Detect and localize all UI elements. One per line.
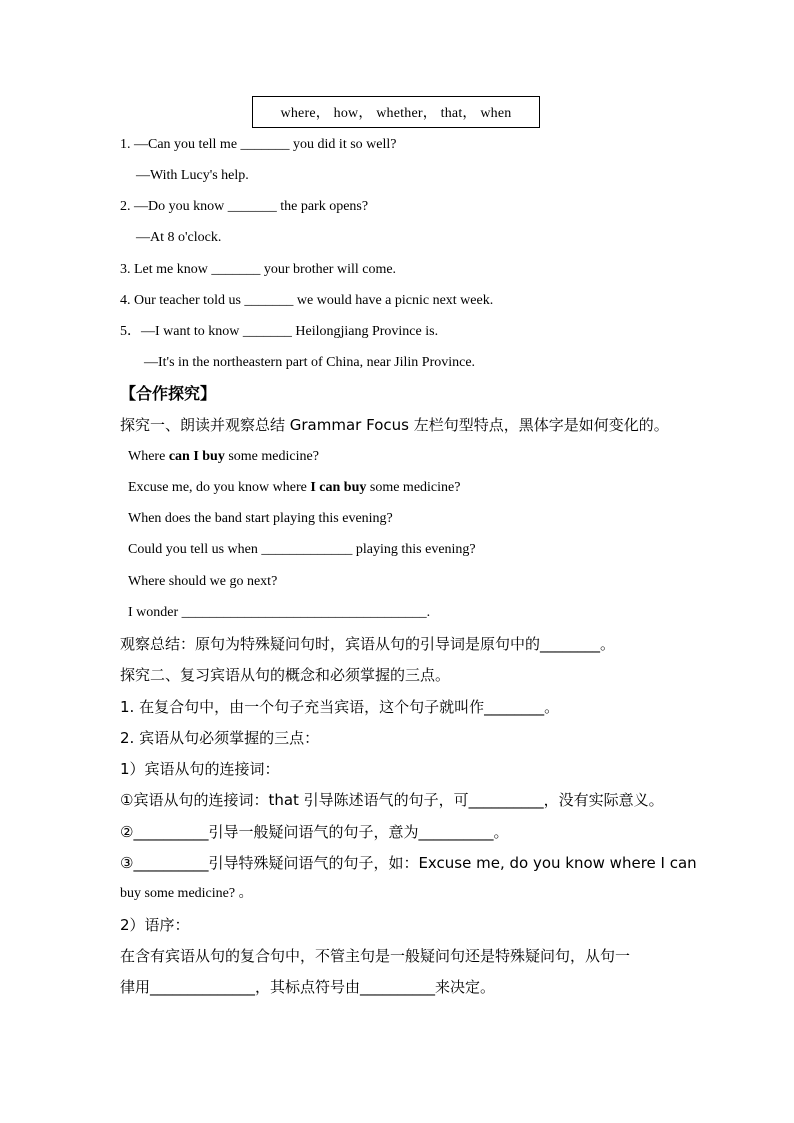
explore-2-point-1: 1. 在复合句中，由一个句子充当宾语，这个句子就叫作________。 (120, 698, 560, 716)
example-sentence-3: When does the band start playing this evening? (128, 511, 393, 526)
explore-2-word-order-2: 律用______________，其标点符号由__________来决定。 (120, 978, 496, 996)
explore-2-item-2: ②__________引导一般疑问语气的句子，意为__________。 (120, 823, 509, 841)
explore-2-item-1: ①宾语从句的连接词：that 引导陈述语气的句子，可__________，没有实际意义。 (120, 791, 664, 809)
explore-2-title: 探究二、复习宾语从句的概念和必须掌握的三点。 (120, 666, 451, 684)
exercise-2-question: 2. —Do you know _______ the park opens? (120, 199, 369, 214)
example-sentence-2 (128, 478, 460, 498)
explore-2-item-3-cont: buy some medicine? 。 (120, 886, 253, 901)
exercise-3: 3. Let me know _______ your brother will come. (120, 262, 397, 277)
exercise-4: 4. Our teacher told us _______ we would have a picnic next week. (120, 293, 494, 308)
explore-2-word-order-1: 在含有宾语从句的复合句中，不管主句是一般疑问句还是特殊疑问句，从句一 (120, 947, 631, 965)
exercise-1-question: 1. —Can you tell me _______ you did it so well? (120, 137, 397, 152)
explore-2-point-2: 2. 宾语从句必须掌握的三点： (120, 729, 320, 747)
explore-2-subheading-2: 2）语序： (120, 916, 190, 934)
explore-2-subheading-1: 1）宾语从句的连接词： (120, 760, 280, 778)
example-sentence-2-bold: I can buy (310, 480, 367, 495)
exercise-1-answer: —With Lucy's help. (136, 168, 249, 183)
example-sentence-2-pre: Excuse me, do you know where (128, 480, 311, 495)
example-sentence-4: Could you tell us when _____________ playing this evening? (128, 542, 476, 557)
example-sentence-1-pre: Where (128, 449, 169, 464)
example-sentence-1-bold: can I buy (168, 449, 225, 464)
explore-1-summary: 观察总结：原句为特殊疑问句时，宾语从句的引导词是原句中的________。 (120, 635, 616, 653)
example-sentence-1-post: some medicine? (224, 449, 319, 464)
example-sentence-6: I wonder ___________________________________. (128, 605, 431, 620)
exercise-5-question: 5．—I want to know _______ Heilongjiang Province is. (120, 324, 439, 339)
word-bank-box: where， how， whether， that， when (252, 96, 540, 128)
explore-1-title: 探究一、朗读并观察总结 Grammar Focus 左栏句型特点，黑体字是如何变化的。 (120, 416, 669, 434)
section-heading: 【合作探究】 (120, 384, 217, 403)
exercise-5-answer: —It's in the northeastern part of China, near Jilin Province. (144, 355, 476, 370)
example-sentence-5: Where should we go next? (128, 574, 278, 589)
example-sentence-2-post: some medicine? (366, 480, 461, 495)
exercise-2-answer: —At 8 o'clock. (136, 230, 222, 245)
explore-2-item-3: ③__________引导特殊疑问语气的句子，如：Excuse me, do you know where I can (120, 854, 697, 872)
example-sentence-1 (128, 447, 319, 467)
